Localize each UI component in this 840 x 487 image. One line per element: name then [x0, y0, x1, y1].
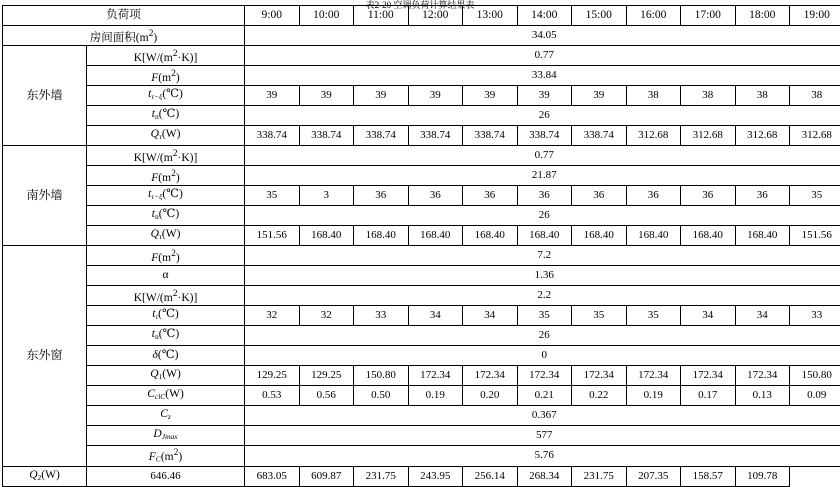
table-row [3, 246, 840, 266]
row-item-label: $F(m^2)$ [87, 246, 245, 266]
cell-value: 33 [790, 306, 840, 326]
cell-value: 38 [681, 86, 736, 106]
table-row [3, 446, 840, 467]
row-item-label: $K[W/(m^2\cdot K)]$ [87, 146, 245, 166]
cell-value: 0.17 [681, 386, 736, 406]
cell-value: 168.40 [408, 226, 463, 246]
cell-value: 150.80 [790, 366, 840, 386]
cell-value: 36 [572, 186, 627, 206]
cell-value: 36 [354, 186, 409, 206]
cell-value: 338.74 [245, 126, 300, 146]
cell-value: 338.74 [517, 126, 572, 146]
cell-value: 3 [299, 186, 354, 206]
cell-value: 109.78 [735, 466, 790, 486]
cell-value: 35 [245, 186, 300, 206]
row-item-label: DJmax [87, 426, 245, 446]
cell-value: 312.68 [681, 126, 736, 146]
cell-value: 338.74 [408, 126, 463, 146]
header-hour-3: 12:00 [408, 6, 463, 26]
table-row [3, 166, 840, 186]
row-item-label: $F(m^2)$ [87, 66, 245, 86]
table-row [3, 226, 840, 246]
cell-value: 32 [299, 306, 354, 326]
row-item-label: $Q_\tau(W)$ [87, 126, 245, 146]
header-load-item: 负荷项 [3, 6, 245, 26]
row-group-label: 南外墙 [3, 146, 87, 246]
row-group-label: 东外窗 [3, 246, 87, 467]
row-merged-value: 7.2 [245, 246, 840, 266]
row-item-label: $Q_2(W)$ [3, 466, 87, 486]
cell-value: 33 [354, 306, 409, 326]
table-row [3, 26, 840, 46]
row-merged-value: 5.76 [245, 446, 840, 467]
cell-value: 0.50 [354, 386, 409, 406]
row-merged-value: 34.05 [245, 26, 840, 46]
row-item-label: tτ−ξ(℃) [87, 86, 245, 106]
load-calculation-table [2, 5, 840, 487]
table-row [3, 46, 840, 66]
cell-value: 312.68 [790, 126, 840, 146]
cell-value: 207.35 [626, 466, 681, 486]
cell-value: 0.56 [299, 386, 354, 406]
table-row [3, 66, 840, 86]
cell-value: 338.74 [299, 126, 354, 146]
cell-value: 168.40 [735, 226, 790, 246]
cell-value: 168.40 [463, 226, 518, 246]
cell-value: 151.56 [245, 226, 300, 246]
cell-value: 0.22 [572, 386, 627, 406]
row-item-label: α [87, 266, 245, 286]
cell-value: 36 [626, 186, 681, 206]
table-row [3, 326, 840, 346]
header-hour-1: 10:00 [299, 6, 354, 26]
cell-value: 168.40 [354, 226, 409, 246]
cell-value: 34 [681, 306, 736, 326]
cell-value: 151.56 [790, 226, 840, 246]
row-merged-value: 21.87 [245, 166, 840, 186]
cell-value: 243.95 [408, 466, 463, 486]
cell-value: 231.75 [572, 466, 627, 486]
cell-value: 0.20 [463, 386, 518, 406]
cell-value: 35 [790, 186, 840, 206]
cell-value: 34 [463, 306, 518, 326]
cell-value: 36 [735, 186, 790, 206]
row-item-label: δ(℃) [87, 346, 245, 366]
row-merged-value: 26 [245, 106, 840, 126]
cell-value: 172.34 [572, 366, 627, 386]
cell-value: 35 [572, 306, 627, 326]
row-item-label: $F(m^2)$ [87, 166, 245, 186]
row-merged-value: 0.77 [245, 46, 840, 66]
row-merged-value: 577 [245, 426, 840, 446]
row-merged-value: 1.36 [245, 266, 840, 286]
cell-value: 39 [572, 86, 627, 106]
cell-value: 168.40 [681, 226, 736, 246]
row-item-label: 房间面积$(m^2)$ [3, 26, 245, 46]
table-row [3, 126, 840, 146]
cell-value: 39 [245, 86, 300, 106]
cell-value: 256.14 [463, 466, 518, 486]
row-item-label: $FC(m^2)$ [87, 446, 245, 467]
row-merged-value: 26 [245, 326, 840, 346]
row-item-label: $K[W/(m^2\cdot K)]$ [87, 46, 245, 66]
header-hour-9: 18:00 [735, 6, 790, 26]
row-item-label: $t_n(℃)$ [87, 326, 245, 346]
table-row [3, 286, 840, 306]
cell-value: 0.21 [517, 386, 572, 406]
cell-value: 36 [681, 186, 736, 206]
table-row [3, 346, 840, 366]
cell-value: 129.25 [245, 366, 300, 386]
table-row [3, 426, 840, 446]
table-body [3, 26, 840, 487]
table-row [3, 106, 840, 126]
table-row [3, 186, 840, 206]
cell-value: 38 [790, 86, 840, 106]
cell-value: 172.34 [408, 366, 463, 386]
cell-value: 0.19 [626, 386, 681, 406]
row-group-label: 东外墙 [3, 46, 87, 146]
cell-value: 0.09 [790, 386, 840, 406]
cell-value: 0.19 [408, 386, 463, 406]
cell-value: 39 [463, 86, 518, 106]
row-merged-value: 0 [245, 346, 840, 366]
cell-value: 36 [517, 186, 572, 206]
header-hour-2: 11:00 [354, 6, 409, 26]
header-row [3, 6, 840, 26]
cell-value: 34 [408, 306, 463, 326]
cell-value: 338.74 [572, 126, 627, 146]
cell-value: 36 [408, 186, 463, 206]
row-item-label: $t_n(℃)$ [87, 206, 245, 226]
header-hour-0: 9:00 [245, 6, 300, 26]
cell-value: 683.05 [245, 466, 300, 486]
table-row [3, 146, 840, 166]
row-item-label: $t_n(℃)$ [87, 106, 245, 126]
cell-value: 172.34 [517, 366, 572, 386]
cell-value: 158.57 [681, 466, 736, 486]
row-merged-value: 26 [245, 206, 840, 226]
row-merged-value: 0.77 [245, 146, 840, 166]
cell-value: 268.34 [517, 466, 572, 486]
cell-value: 168.40 [572, 226, 627, 246]
header-hour-7: 16:00 [626, 6, 681, 26]
cell-value: 39 [517, 86, 572, 106]
cell-value: 338.74 [354, 126, 409, 146]
cell-value: 172.34 [681, 366, 736, 386]
cell-value: 38 [735, 86, 790, 106]
table-row [3, 386, 840, 406]
cell-value: 609.87 [299, 466, 354, 486]
row-merged-value: 2.2 [245, 286, 840, 306]
cell-value: 0.53 [245, 386, 300, 406]
row-item-label: tτ−ξ(℃) [87, 186, 245, 206]
cell-value: 36 [463, 186, 518, 206]
table-row [3, 366, 840, 386]
cell-value: 34 [735, 306, 790, 326]
cell-value: 646.46 [87, 466, 245, 486]
cell-value: 32 [245, 306, 300, 326]
cell-value: 168.40 [517, 226, 572, 246]
cell-value: 0.13 [735, 386, 790, 406]
row-item-label: $K[W/(m^2\cdot K)]$ [87, 286, 245, 306]
row-merged-value: 0.367 [245, 406, 840, 426]
cell-value: 168.40 [299, 226, 354, 246]
cell-value: 168.40 [626, 226, 681, 246]
cell-value: 35 [517, 306, 572, 326]
header-hour-5: 14:00 [517, 6, 572, 26]
cell-value: 38 [626, 86, 681, 106]
row-item-label: tτ(℃) [87, 306, 245, 326]
table-caption: 表2-20 空调负荷计算结果表 [0, 0, 840, 10]
cell-value: 312.68 [626, 126, 681, 146]
header-hour-10: 19:00 [790, 6, 840, 26]
header-hour-4: 13:00 [463, 6, 518, 26]
table-row [3, 466, 840, 486]
header-hour-8: 17:00 [681, 6, 736, 26]
cell-value: 35 [626, 306, 681, 326]
table-head [3, 6, 840, 26]
table-row [3, 206, 840, 226]
cell-value: 150.80 [354, 366, 409, 386]
table-row [3, 266, 840, 286]
row-item-label: $Q_1(W)$ [87, 366, 245, 386]
cell-value: 39 [299, 86, 354, 106]
table-row [3, 406, 840, 426]
cell-value: 172.34 [735, 366, 790, 386]
cell-value: 39 [408, 86, 463, 106]
row-item-label: $Q_\tau(W)$ [87, 226, 245, 246]
table-row [3, 306, 840, 326]
cell-value: 172.34 [463, 366, 518, 386]
cell-value: 129.25 [299, 366, 354, 386]
header-hour-6: 15:00 [572, 6, 627, 26]
cell-value: 39 [354, 86, 409, 106]
table-row [3, 86, 840, 106]
row-merged-value: 33.84 [245, 66, 840, 86]
cell-value: 231.75 [354, 466, 409, 486]
cell-value: 338.74 [463, 126, 518, 146]
row-item-label: Cz [87, 406, 245, 426]
cell-value: 312.68 [735, 126, 790, 146]
cell-value: 172.34 [626, 366, 681, 386]
row-item-label: CclC(W) [87, 386, 245, 406]
